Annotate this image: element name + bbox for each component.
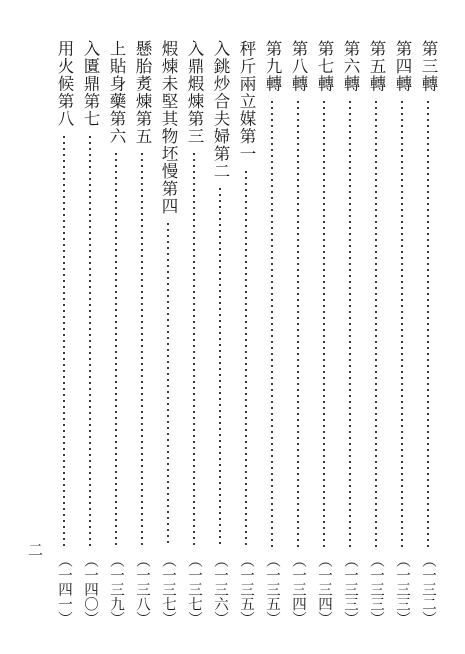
dot-leader [401, 99, 403, 547]
toc-entry-title: 第五轉 [367, 40, 386, 93]
toc-entry-page: （一三八） [134, 552, 150, 625]
dot-leader [349, 99, 351, 547]
toc-entry-title: 第九轉 [263, 40, 282, 93]
toc-entry [287, 40, 309, 625]
toc-entry-title: 上貼身藥第六 [107, 40, 126, 145]
toc-entry [105, 40, 127, 625]
toc-entry-title: 入鼎煆煉第三 [185, 40, 204, 145]
toc-entry-title: 秤斤兩立媒第一 [237, 40, 256, 163]
toc-entry-page: （一三五） [238, 552, 254, 625]
dot-leader [427, 99, 429, 547]
toc-entry [209, 40, 231, 625]
toc-entry-page: （一三七） [160, 552, 176, 625]
dot-leader [375, 99, 377, 547]
dot-leader [271, 99, 273, 547]
toc-entry-page: （一四〇） [82, 552, 98, 625]
toc-entry [235, 40, 257, 625]
toc-entry-title: 第三轉 [419, 40, 438, 93]
dot-leader [245, 169, 247, 547]
toc-entry [417, 40, 439, 625]
toc-entry [157, 40, 179, 625]
page-number: 二 [26, 542, 44, 557]
toc-entry-page: （一四一） [56, 552, 72, 625]
toc-entry-title: 第四轉 [393, 40, 412, 93]
toc-entry [339, 40, 361, 625]
toc-entry-page: （一三三） [368, 552, 384, 625]
dot-leader [323, 99, 325, 547]
toc-entry-page: （一三二） [420, 552, 436, 625]
toc-entry-page: （一三七） [186, 552, 202, 625]
toc-entry-title: 第六轉 [341, 40, 360, 93]
toc-entry [53, 40, 75, 625]
dot-leader [219, 186, 221, 547]
toc-entry-title: 入銚炒合夫婦第二 [211, 40, 230, 180]
dot-leader [115, 151, 117, 547]
toc-entry-title: 懸胎煑煉第五 [133, 40, 152, 145]
toc-entry-page: （一三四） [316, 552, 332, 625]
toc-entry-title: 煆煉未堅其物坯慢第四 [159, 40, 178, 215]
toc-entry-page: （一三六） [212, 552, 228, 625]
toc-entry-page: （一三四） [290, 552, 306, 625]
toc-entry [313, 40, 335, 625]
dot-leader [297, 99, 299, 547]
toc-entry [261, 40, 283, 625]
toc-entry-title: 第七轉 [315, 40, 334, 93]
toc-entry [131, 40, 153, 625]
dot-leader [141, 151, 143, 547]
dot-leader [193, 151, 195, 547]
toc-entry-page: （一三五） [264, 552, 280, 625]
toc-entry [391, 40, 413, 625]
toc-entry-title: 第八轉 [289, 40, 308, 93]
toc-entry-title: 入匱鼎第七 [81, 40, 100, 128]
toc-entry-page: （一三三） [394, 552, 410, 625]
toc-entry [183, 40, 205, 625]
toc-entry-title: 用火候第八 [55, 40, 74, 128]
toc-entry [79, 40, 101, 625]
dot-leader [89, 134, 91, 547]
toc-entry-page: （一三九） [108, 552, 124, 625]
toc-entry-page: （一三三） [342, 552, 358, 625]
toc-entry [365, 40, 387, 625]
dot-leader [167, 221, 169, 547]
dot-leader [63, 134, 65, 547]
